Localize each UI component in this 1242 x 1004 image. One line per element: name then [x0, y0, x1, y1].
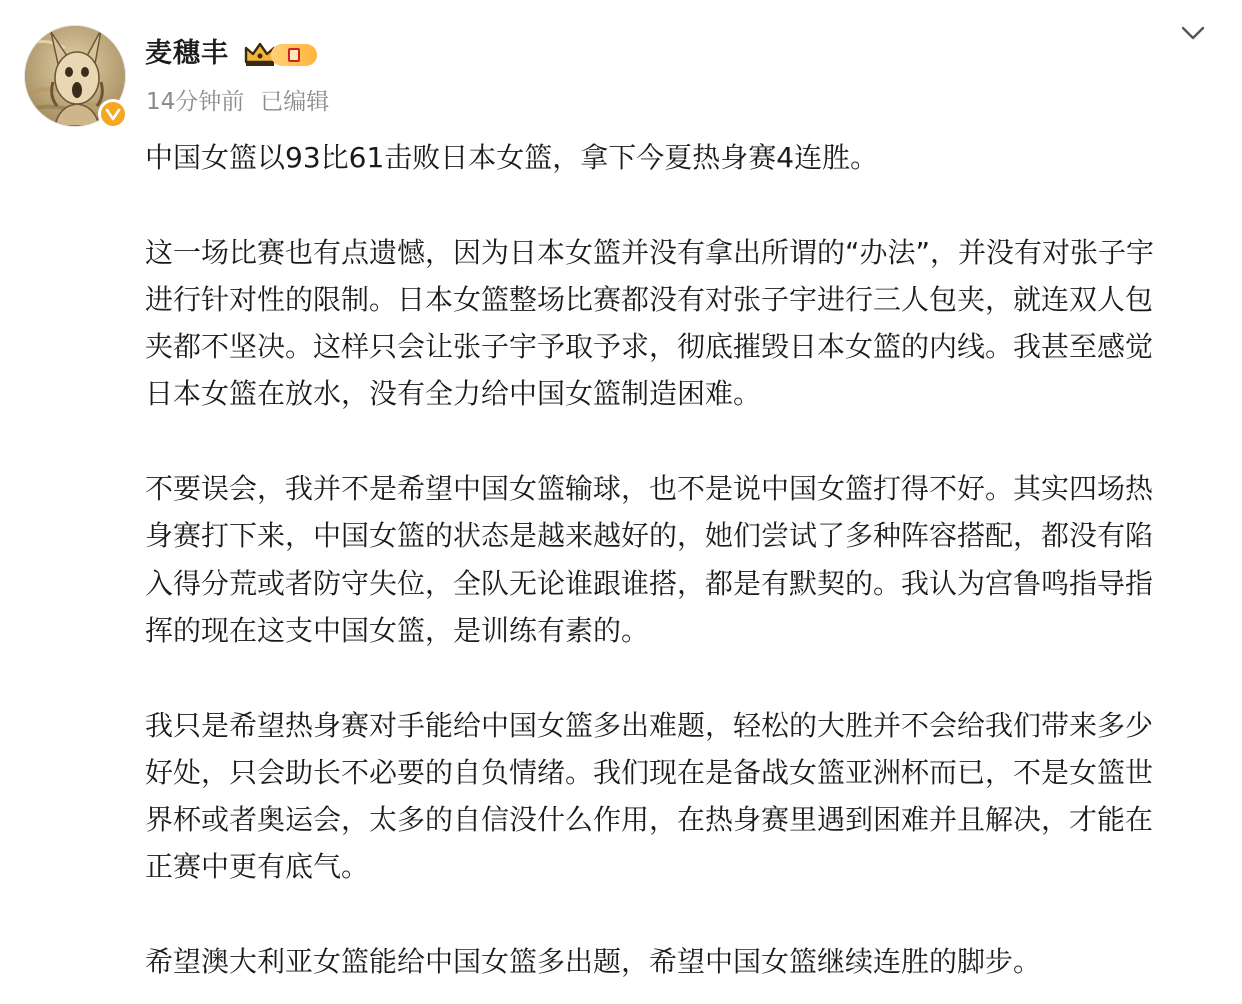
post-time[interactable]: 14分钟前 [146, 89, 245, 115]
post-paragraph: 希望澳大利亚女篮能给中国女篮多出题，希望中国女篮继续连胜的脚步。 [145, 945, 1042, 979]
level-badge-icon[interactable] [271, 44, 317, 66]
post-paragraph: 不要误会，我并不是希望中国女篮输球，也不是说中国女篮打得不好。其实四场热 身赛打下来，中国女篮的状态是越来越好的，她们尝试了多种阵容搭配，都没有陷 入得分荒或者防守失位，全队无论谁跟谁搭，都是有默契的。我认为宫鲁鸣指导指 挥的现在这支中国女篮，是训练有素的。 [145, 472, 1154, 647]
verified-badge-icon [98, 99, 128, 129]
post-paragraph: 中国女篮以93比61击败日本女篮，拿下今夏热身赛4连胜。 [145, 141, 879, 174]
chevron-down-icon[interactable] [1180, 22, 1206, 44]
post-paragraph: 我只是希望热身赛对手能给中国女篮多出难题，轻松的大胜并不会给我们带来多少 好处，只会助长不必要的自负情绪。我们现在是备战女篮亚洲杯而已，不是女篮世 界杯或者奥运会，太多的自信没什么作用，在热身赛里遇到困难并且解决，才能在 正赛中更有底气。 [145, 708, 1154, 884]
author-avatar[interactable] [24, 25, 126, 127]
post-meta [146, 86, 329, 118]
post-paragraph: 这一场比赛也有点遗憾，因为日本女篮并没有拿出所谓的“办法”，并没有对张子宇 进行针对性的限制。日本女篮整场比赛都没有对张子宇进行三人包夹，就连双人包 夹都不坚决。这样只会让张子宇予取予求，彻底摧毁日本女篮的内线。我甚至感觉 日本女篮在放水，没有全力给中国女篮制造困难。 [145, 235, 1155, 411]
author-name[interactable]: 麦穗丰 [145, 38, 229, 69]
edited-label[interactable]: 已编辑 [260, 89, 330, 115]
level-badge-mark [288, 48, 300, 62]
post-content [145, 134, 1215, 985]
